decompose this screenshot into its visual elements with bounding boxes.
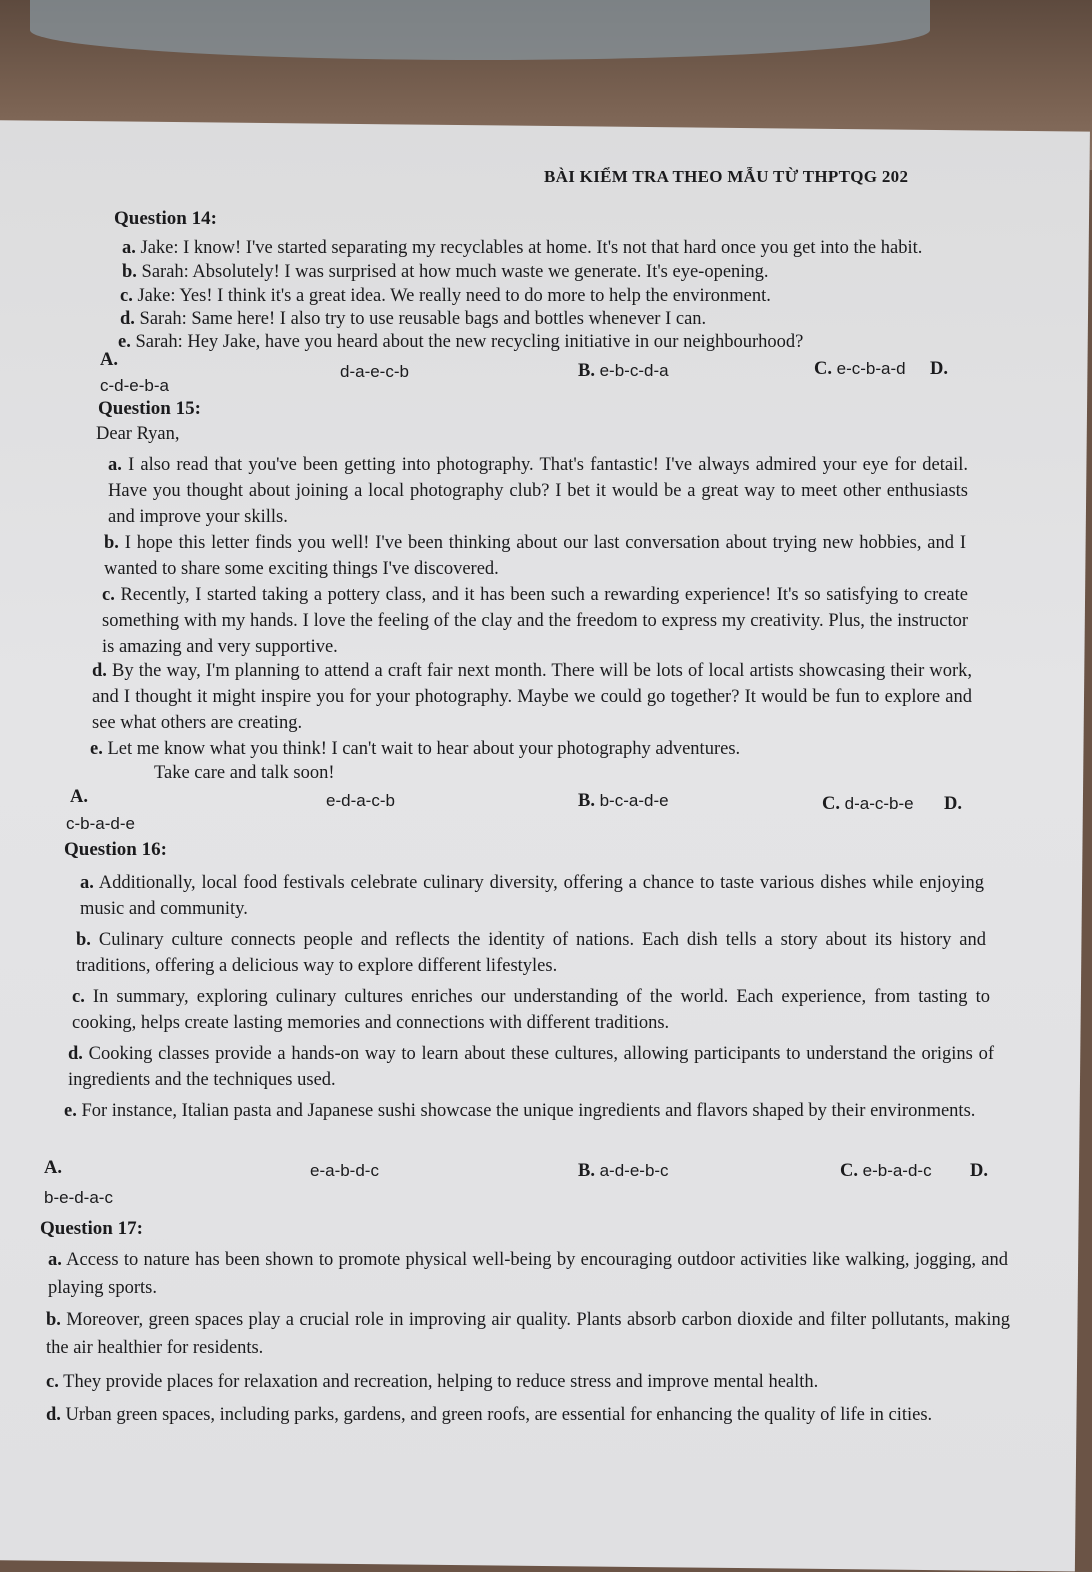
q14-item-a: a. Jake: I know! I've started separating my recyclables at home. It's not that hard once you get into the habit.	[122, 238, 923, 258]
q16-option-d-label: D.	[970, 1161, 988, 1181]
q15-item-e: e. Let me know what you think! I can't wait to hear about your photography adventures.	[90, 739, 741, 759]
q16-option-d: b-e-d-a-c	[44, 1188, 113, 1207]
q15-item-c: c. Recently, I started taking a pottery class, and it has been such a rewarding experience! It's so satisfying to create something with my hands. I love the feeling of the clay and the freedom to express my creativity. Plus, the instructor is amazing and very supportive.	[102, 585, 968, 657]
question-14-title: Question 14:	[114, 208, 217, 229]
q15-item-b: b. I hope this letter finds you well! I've been thinking about our last conversation about trying new hobbies, and I wanted to share some exciting things I've discovered.	[104, 533, 966, 579]
q14-option-a: d-a-e-c-b	[340, 362, 409, 381]
q17-item-a: a. Access to nature has been shown to promote physical well-being by encouraging outdoor activities like walking, jogging, and playing sports.	[48, 1250, 1008, 1298]
q17-item-d: d. Urban green spaces, including parks, gardens, and green roofs, are essential for enhancing the quality of life in cities.	[46, 1405, 933, 1425]
q17-item-b: b. Moreover, green spaces play a crucial role in improving air quality. Plants absorb carbon dioxide and filter pollutants, making the air healthier for residents.	[46, 1310, 1010, 1358]
q16-option-b: B. a-d-e-b-c	[578, 1161, 669, 1181]
question-17-title: Question 17:	[40, 1218, 143, 1239]
q14-item-c: c. Jake: Yes! I think it's a great idea. We really need to do more to help the environment.	[120, 286, 771, 306]
q14-option-a-label: A.	[100, 350, 118, 370]
q15-option-d: c-b-a-d-e	[66, 814, 135, 833]
q16-option-a: e-a-b-d-c	[310, 1161, 379, 1180]
question-16-title: Question 16:	[64, 839, 167, 860]
page-header: BÀI KIỂM TRA THEO MẪU TỪ THPTQG 202	[544, 167, 909, 186]
q14-option-c: C. e-c-b-a-d	[814, 359, 906, 379]
q15-closing: Take care and talk soon!	[154, 763, 335, 783]
q14-item-e: e. Sarah: Hey Jake, have you heard about the new recycling initiative in our neighbourhood?	[118, 332, 804, 352]
q17-item-c: c. They provide places for relaxation and recreation, helping to reduce stress and improve mental health.	[46, 1372, 819, 1392]
q16-option-a-label: A.	[44, 1158, 62, 1178]
q16-item-b: b. Culinary culture connects people and reflects the identity of nations. Each dish tells a story about its history and traditions, offering a delicious way to explore different lifestyles.	[76, 930, 987, 976]
q15-option-d-label: D.	[944, 794, 962, 814]
q16-item-d: d. Cooking classes provide a hands-on way to learn about these cultures, allowing participants to understand the origins of ingredients and the techniques used.	[68, 1044, 994, 1090]
q14-item-d: d. Sarah: Same here! I also try to use reusable bags and bottles whenever I can.	[120, 309, 707, 329]
q16-item-c: c. In summary, exploring culinary cultures enriches our understanding of the world. Each experience, from tasting to cooking, helps create lasting memories and connections with different traditions.	[72, 987, 990, 1033]
q15-option-a: e-d-a-c-b	[326, 791, 395, 810]
q15-option-a-label: A.	[70, 787, 88, 807]
q15-item-d: d. By the way, I'm planning to attend a craft fair next month. There will be lots of local artists showcasing their work, and I thought it might inspire you for your photography. Maybe we could go together? It would be fun to explore and see what others are creating.	[92, 661, 972, 733]
q16-option-c: C. e-b-a-d-c	[840, 1161, 932, 1181]
q16-item-e: e. For instance, Italian pasta and Japanese sushi showcase the unique ingredients and flavors shaped by their environments.	[64, 1101, 976, 1121]
q15-item-a: a. I also read that you've been getting into photography. That's fantastic! I've always admired your eye for detail. Have you thought about joining a local photography club? I bet it would be a great way to meet other enthusiasts and improve your skills.	[108, 455, 968, 527]
q15-option-b: B. b-c-a-d-e	[578, 791, 669, 811]
q15-option-c: C. d-a-c-b-e	[822, 794, 914, 814]
q14-option-d-label: D.	[930, 359, 948, 379]
q14-option-b: B. e-b-c-d-a	[578, 361, 669, 381]
q16-item-a: a. Additionally, local food festivals celebrate culinary diversity, offering a chance to taste various dishes while enjoying music and community.	[80, 873, 984, 919]
q15-greeting: Dear Ryan,	[96, 424, 180, 444]
question-15-title: Question 15:	[98, 398, 201, 419]
q14-item-b: b. Sarah: Absolutely! I was surprised at how much waste we generate. It's eye-opening.	[122, 262, 769, 282]
q14-option-d: c-d-e-b-a	[100, 376, 169, 395]
